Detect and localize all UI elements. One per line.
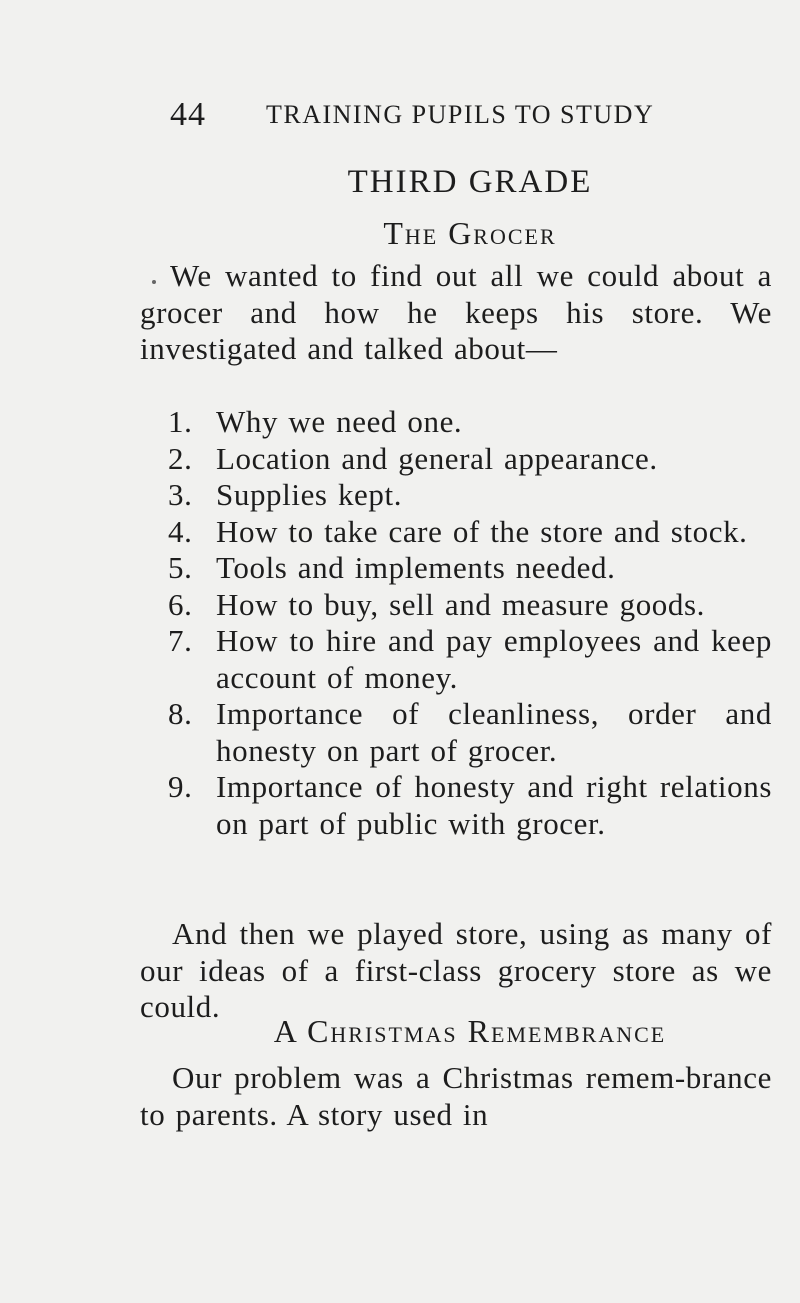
item-text: Why we need one. bbox=[216, 404, 463, 439]
item-number: 3. bbox=[168, 477, 193, 512]
list-item bbox=[140, 404, 772, 441]
item-number: 1. bbox=[168, 404, 193, 439]
item-number: 8. bbox=[168, 696, 193, 731]
list-item bbox=[140, 550, 772, 587]
item-number: 5. bbox=[168, 550, 193, 585]
list-item bbox=[140, 477, 772, 514]
item-number: 9. bbox=[168, 769, 193, 804]
grade-heading: THIRD GRADE bbox=[347, 164, 593, 200]
item-text: Tools and implements needed. bbox=[216, 550, 616, 585]
list-item bbox=[140, 623, 772, 696]
item-number: 2. bbox=[168, 440, 193, 476]
item-text: Importance of cleanliness, order and honesty on part of grocer. bbox=[216, 696, 772, 768]
item-text: How to hire and pay employees and keep account of money. bbox=[216, 623, 772, 695]
item-text: How to take care of the store and stock. bbox=[216, 513, 748, 549]
item-text: Supplies kept. bbox=[216, 477, 403, 512]
grocer-closing-paragraph: And then we played store, using as many of our ideas of a first-class grocery store as we could. bbox=[140, 916, 772, 1024]
item-text: How to buy, sell and measure goods. bbox=[216, 586, 706, 622]
grocer-intro: We wanted to find out all we could about a grocer and how he keeps his store. We investigated and talked about— bbox=[140, 258, 772, 366]
item-text: Importance of honesty and right relations on part of public with grocer. bbox=[216, 769, 772, 841]
item-text: Location and general appearance. bbox=[216, 440, 658, 476]
list-item bbox=[140, 587, 772, 624]
list-item bbox=[140, 769, 772, 842]
item-number: 4. bbox=[168, 513, 193, 549]
christmas-heading: A Christmas Remembrance bbox=[273, 1013, 667, 1049]
running-head bbox=[170, 96, 770, 140]
list-item bbox=[140, 696, 772, 769]
christmas-paragraph: Our problem was a Christmas remem-brance to parents. A story used in bbox=[140, 1060, 772, 1132]
list-item bbox=[140, 514, 772, 551]
item-number: 6. bbox=[168, 586, 193, 622]
grocer-topics-list bbox=[140, 404, 772, 842]
item-number: 7. bbox=[168, 623, 193, 658]
list-item bbox=[140, 441, 772, 478]
page-number: 44 bbox=[170, 96, 206, 133]
grocer-heading: The Grocer bbox=[383, 215, 557, 251]
running-title: TRAINING PUPILS TO STUDY bbox=[266, 100, 655, 129]
